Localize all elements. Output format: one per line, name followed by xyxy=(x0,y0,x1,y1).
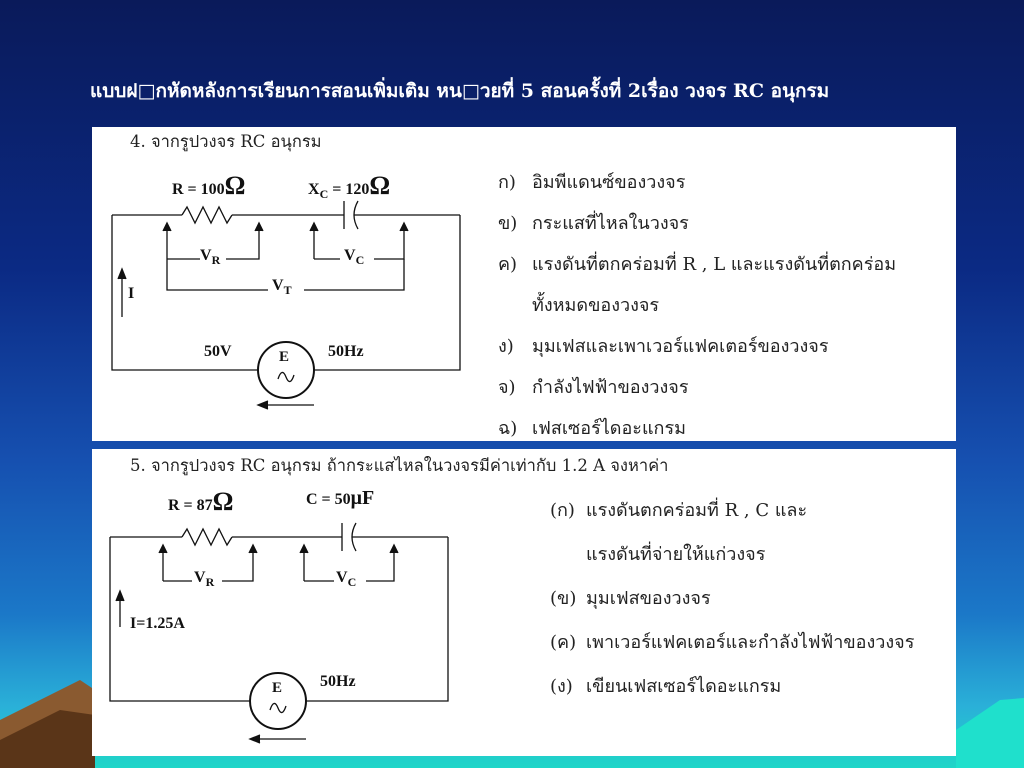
item-text: แรงดันตกคร่อมที่ R , C และ xyxy=(586,500,808,521)
item-text: มุมเฟสของวงจร xyxy=(586,588,711,609)
question-4-panel xyxy=(92,127,956,441)
q5-vc-sub: C xyxy=(347,575,357,590)
item-text: อิมพีแดนซ์ของวงจร xyxy=(532,172,686,193)
q4-item xyxy=(498,290,659,319)
q5-item xyxy=(550,539,765,568)
q4-vt-sub: T xyxy=(283,283,292,298)
item-marker: ข) xyxy=(498,213,518,234)
item-text: เพาเวอร์แฟคเตอร์และกำลังไฟฟ้าของวงจร xyxy=(586,632,915,653)
item-text: แรงดันที่ตกคร่อมที่ R , L และแรงดันที่ตกคร่อม xyxy=(532,254,897,275)
item-marker: จ) xyxy=(498,377,516,398)
item-marker: (ค) xyxy=(550,632,577,653)
ohm-symbol: Ω xyxy=(224,171,246,200)
item-text: เฟสเซอร์ไดอะแกรม xyxy=(532,418,686,439)
circuit-diagram-q5 xyxy=(92,449,472,749)
q5-vr-sub: R xyxy=(205,575,215,590)
slide-title: แบบฝ□กหัดหลังการเรียนการสอนเพิ่มเติม หน□วยที่ 5 สอนครั้งที่ 2เรื่อง วงจร RC อนุกรม xyxy=(90,80,830,102)
item-marker: ฉ) xyxy=(498,418,518,439)
question-5-title: 5. จากรูปวงจร RC อนุกรม ถ้ากระแสไหลในวงจรมีค่าเท่ากับ 1.2 A จงหาค่า xyxy=(130,456,669,475)
q4-item xyxy=(498,331,829,360)
question-5-panel xyxy=(92,449,956,756)
q4-xc-value: = 120 xyxy=(328,181,370,198)
item-text: เขียนเฟสเซอร์ไดอะแกรม xyxy=(586,676,782,697)
q5-capacitor-unit: μF xyxy=(350,487,375,509)
q5-vc-label: V xyxy=(336,569,348,586)
q4-item xyxy=(498,167,685,196)
item-text: แรงดันที่จ่ายให้แก่วงจร xyxy=(586,544,766,565)
q4-vc-sub: C xyxy=(355,253,365,268)
q4-item xyxy=(498,372,689,401)
q5-vr-label: V xyxy=(194,569,206,586)
q5-item xyxy=(550,583,711,612)
q4-vr-sub: R xyxy=(211,253,221,268)
q5-item xyxy=(550,495,807,524)
item-marker: (ก) xyxy=(550,500,575,521)
item-text: ทั้งหมดของวงจร xyxy=(532,295,660,316)
q5-frequency-label: 50Hz xyxy=(320,673,356,690)
q4-vr-label: V xyxy=(200,247,212,264)
q5-item xyxy=(550,627,914,656)
ohm-symbol: Ω xyxy=(369,171,391,200)
item-marker: ก) xyxy=(498,172,516,193)
q5-item xyxy=(550,671,781,700)
resistor-symbol xyxy=(182,207,232,223)
q4-resistor-label: R = 100 xyxy=(172,181,225,198)
ohm-symbol: Ω xyxy=(212,487,234,516)
q4-vt-label: V xyxy=(272,277,284,294)
q4-xc-label: X xyxy=(308,181,320,198)
item-text: กำลังไฟฟ้าของวงจร xyxy=(532,377,689,398)
q4-source-label: E xyxy=(279,349,290,365)
q5-current-label: I=1.25A xyxy=(130,615,185,632)
q4-xc-sub: C xyxy=(319,187,329,202)
q4-current-label: I xyxy=(128,285,135,302)
q4-item xyxy=(498,249,896,278)
q5-resistor-label: R = 87 xyxy=(168,497,213,514)
item-marker: ค) xyxy=(498,254,518,275)
question-4-title: 4. จากรูปวงจร RC อนุกรม xyxy=(130,132,322,151)
q4-item xyxy=(498,208,689,237)
q4-frequency-label: 50Hz xyxy=(328,343,364,360)
q5-source-label: E xyxy=(272,680,283,696)
resistor-symbol xyxy=(182,529,232,545)
item-text: กระแสที่ไหลในวงจร xyxy=(532,213,689,234)
item-marker: (ง) xyxy=(550,676,573,697)
item-marker: (ข) xyxy=(550,588,577,609)
item-text: มุมเฟสและเพาเวอร์แฟคเตอร์ของวงจร xyxy=(532,336,829,357)
q4-voltage-label: 50V xyxy=(204,343,232,360)
item-marker: ง) xyxy=(498,336,514,357)
q4-item xyxy=(498,413,686,442)
q5-capacitor-label: C = 50 xyxy=(306,491,351,508)
q4-vc-label: V xyxy=(344,247,356,264)
